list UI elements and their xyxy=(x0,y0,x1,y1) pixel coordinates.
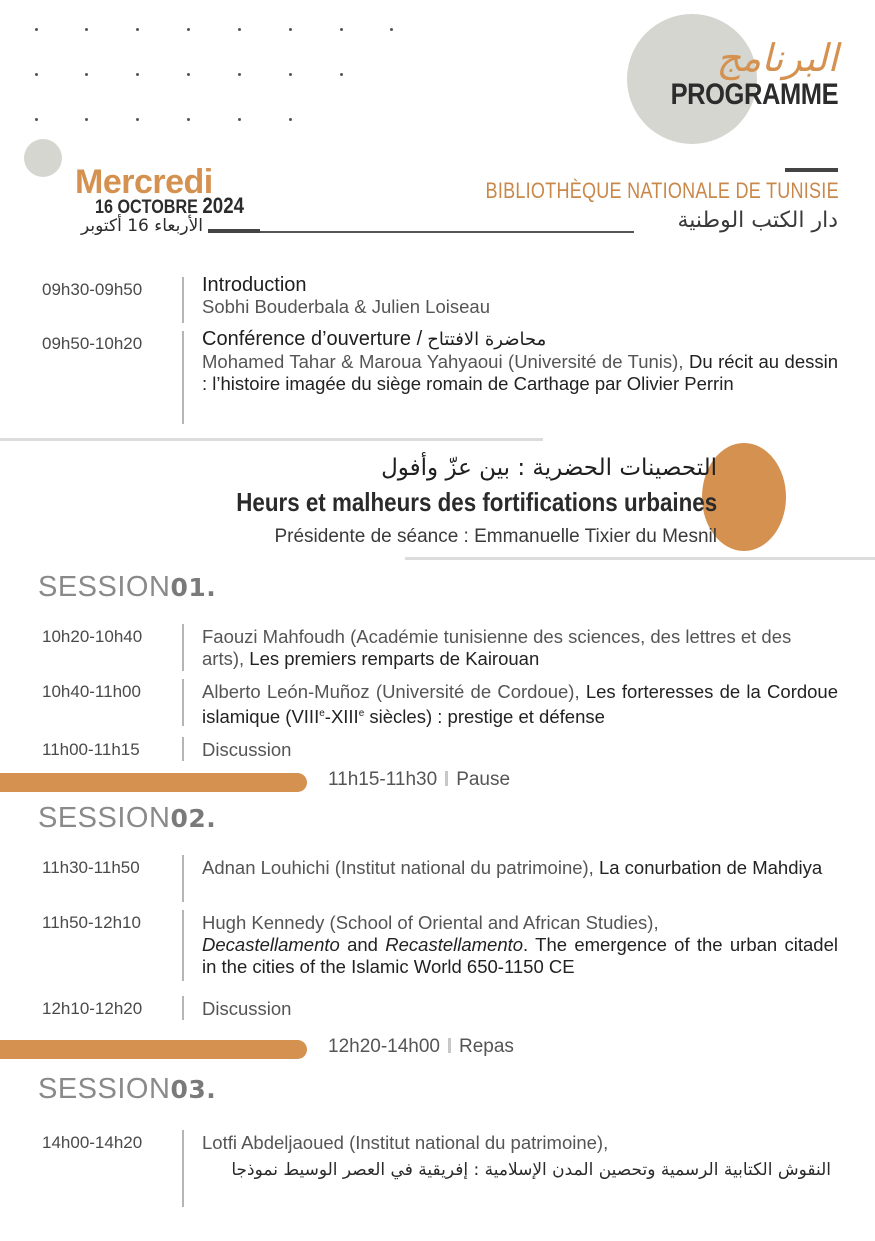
talk-entry xyxy=(202,328,838,395)
discussion-label: Discussion xyxy=(202,739,292,760)
session-chair: Présidente de séance : Emmanuelle Tixier du Mesnil xyxy=(274,526,717,547)
talk-speakers: Alberto León-Muñoz (Université de Cordoue), xyxy=(202,681,580,702)
break-bar xyxy=(0,1040,307,1059)
talk-entry xyxy=(202,912,838,978)
divider xyxy=(182,277,184,323)
session-number: 03. xyxy=(170,1075,217,1104)
break-time: 11h15-11h30 xyxy=(328,769,438,790)
talk-title: Les forteresses de la Cordoue islamique (VIIIe-XIIIe siècles) : prestige et défense xyxy=(202,681,839,728)
divider xyxy=(182,737,184,761)
library-name-ar: دار الكتب الوطنية xyxy=(677,208,838,233)
date-day-month: 16 OCTOBRE xyxy=(95,197,198,218)
break-time: 12h20-14h00 xyxy=(328,1036,440,1057)
session-heading: SESSION02. xyxy=(38,802,217,834)
talk-speakers: Mohamed Tahar & Maroua Yahyaoui (Université de Tunis), xyxy=(202,351,684,372)
session-number: 01. xyxy=(170,573,217,602)
talk-entry xyxy=(202,1132,838,1154)
time-slot: 11h00-11h15 xyxy=(42,740,140,759)
talk-title: La conurbation de Mahdiya xyxy=(598,857,823,878)
section-rule-top xyxy=(0,438,543,441)
session-heading: SESSION01. xyxy=(38,571,217,603)
talk-title: Les premiers remparts de Kairouan xyxy=(249,648,540,669)
talk-entry xyxy=(202,681,838,728)
time-slot: 11h50-12h10 xyxy=(42,913,141,932)
time-slot: 10h20-10h40 xyxy=(42,627,143,646)
break-label: Pause xyxy=(456,769,511,790)
talk-speakers: Lotfi Abdeljaoued (Institut national du patrimoine), xyxy=(202,1132,609,1153)
talk-title: Conférence d’ouverture / xyxy=(202,328,423,350)
session-number: 02. xyxy=(170,804,217,833)
divider xyxy=(182,624,184,671)
time-slot: 12h10-12h20 xyxy=(42,999,143,1018)
header-rule xyxy=(785,168,838,172)
programme-title: PROGRAMME xyxy=(670,78,838,111)
section-title-fr: Heurs et malheurs des fortifications urbaines xyxy=(236,487,717,517)
time-slot: 11h30-11h50 xyxy=(42,858,140,877)
section-rule-bottom xyxy=(405,557,875,560)
header-underline xyxy=(260,231,634,233)
time-slot: 14h00-14h20 xyxy=(42,1133,143,1152)
section-title-ar: التحصينات الحضرية : بين عزّ وأفول xyxy=(381,455,717,481)
divider xyxy=(182,996,184,1020)
programme-title-ar: البرنامج xyxy=(716,36,838,80)
talk-title: Introduction xyxy=(202,274,307,296)
talk-entry xyxy=(202,274,838,318)
session-heading: SESSION03. xyxy=(38,1073,217,1105)
break-entry xyxy=(328,769,510,791)
divider xyxy=(182,1130,184,1207)
break-entry xyxy=(328,1036,514,1058)
talk-entry xyxy=(202,626,838,670)
break-label: Repas xyxy=(459,1036,514,1057)
decor-circle-small xyxy=(24,139,62,177)
break-bar xyxy=(0,773,307,792)
talk-title-ar: محاضرة الافتتاح xyxy=(427,329,547,350)
talk-speakers: Hugh Kennedy (School of Oriental and African Studies), xyxy=(202,912,659,933)
date-rule xyxy=(208,229,260,233)
talk-speakers: Sobhi Bouderbala & Julien Loiseau xyxy=(202,296,490,317)
talk-title-ar: النقوش الكتابية الرسمية وتحصين المدن الإسلامية : إفريقية في العصر الوسيط نموذجا xyxy=(231,1160,831,1180)
time-slot: 10h40-11h00 xyxy=(42,682,141,701)
time-slot: 09h50-10h20 xyxy=(42,334,143,353)
talk-speakers: Adnan Louhichi (Institut national du patrimoine), xyxy=(202,857,594,878)
discussion-label: Discussion xyxy=(202,998,292,1019)
divider xyxy=(182,855,184,902)
talk-speakers: Faouzi Mahfoudh (Académie tunisienne des sciences, des lettres et des arts), xyxy=(202,626,792,669)
divider xyxy=(182,910,184,981)
date-ar: الأربعاء 16 أكتوبر xyxy=(80,216,203,236)
talk-title: Du récit au dessin : l’histoire imagée du siège romain de Carthage par Olivier Perrin xyxy=(202,351,839,394)
date-year: 2024 xyxy=(202,193,245,218)
library-name-fr: BIBLIOTHÈQUE NATIONALE DE TUNISIE xyxy=(485,178,839,203)
time-slot: 09h30-09h50 xyxy=(42,280,143,299)
divider xyxy=(182,679,184,726)
divider xyxy=(182,331,184,424)
talk-title: Decastellamento and Recastellamento. The emergence of the urban citadel in the cities of the Islamic World 650-1150 CE xyxy=(202,934,838,977)
talk-entry xyxy=(202,857,838,879)
day-title: Mercredi xyxy=(75,163,213,201)
